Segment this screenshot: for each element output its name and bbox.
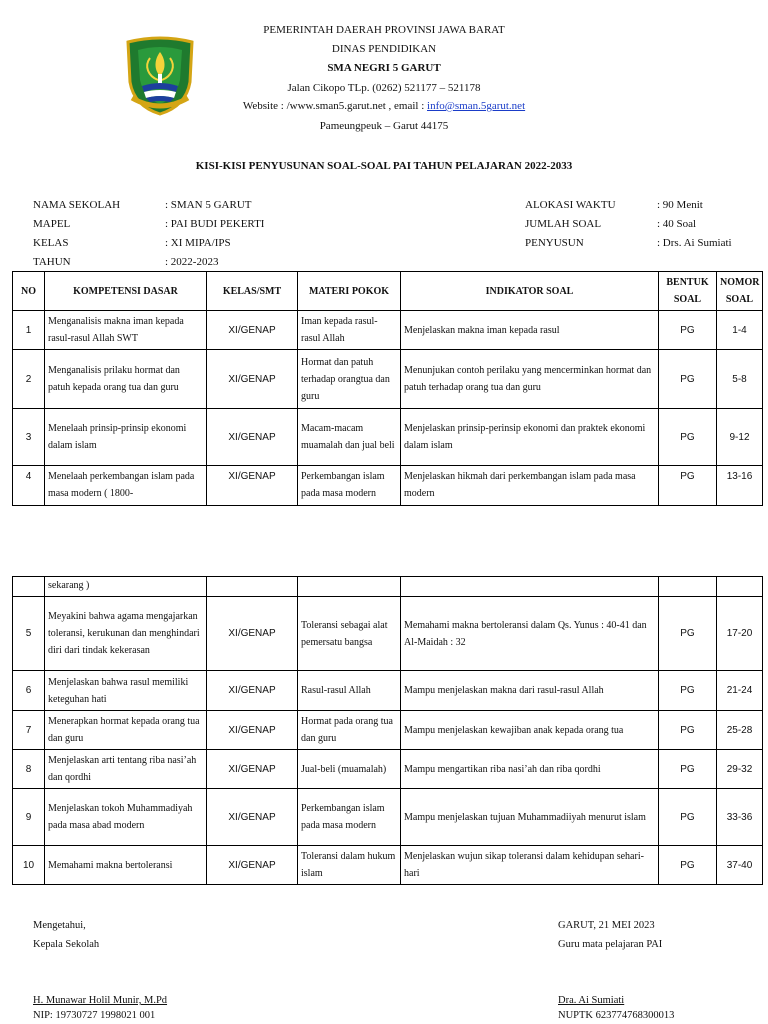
cell-kompetensi: Meyakini bahwa agama mengajarkan toleransi, kerukunan dan menghindari diri dari tindak kekerasan bbox=[45, 597, 207, 671]
cell-kompetensi-continuation: sekarang ) bbox=[45, 577, 207, 597]
info-label-school: NAMA SEKOLAH bbox=[33, 199, 121, 211]
cell-kelas bbox=[207, 577, 298, 597]
cell-bentuk: PG bbox=[659, 409, 717, 466]
header-department: DINAS PENDIDIKAN bbox=[331, 43, 437, 55]
cell-materi: Perkembangan islam pada masa modern bbox=[298, 789, 401, 846]
signature-left-acknowledged: Mengetahui, bbox=[33, 920, 86, 931]
cell-materi: Jual-beli (muamalah) bbox=[298, 750, 401, 789]
cell-nomor: 25-28 bbox=[717, 711, 763, 750]
col-header-bentuk: BENTUK SOAL bbox=[659, 272, 717, 311]
info-value-mapel: : PAI BUDI PEKERTI bbox=[165, 218, 265, 230]
signature-right-nuptk: NUPTK 623774768300013 bbox=[558, 1010, 675, 1021]
cell-no: 7 bbox=[13, 711, 45, 750]
col-header-materi: MATERI POKOK bbox=[298, 272, 401, 311]
cell-bentuk: PG bbox=[659, 466, 717, 506]
signature-right-date: GARUT, 21 MEI 2023 bbox=[558, 920, 655, 931]
info-label-kelas: KELAS bbox=[33, 237, 69, 249]
cell-bentuk: PG bbox=[659, 350, 717, 409]
cell-bentuk: PG bbox=[659, 597, 717, 671]
cell-indikator: Mampu menjelaskan tujuan Muhammadiiyah menurut islam bbox=[401, 789, 659, 846]
cell-kelas: XI/GENAP bbox=[207, 409, 298, 466]
cell-materi: Iman kepada rasul-rasul Allah bbox=[298, 311, 401, 350]
cell-kelas: XI/GENAP bbox=[207, 789, 298, 846]
table-row-continuation bbox=[13, 577, 763, 597]
header-website-line bbox=[0, 99, 768, 113]
cell-indikator bbox=[401, 577, 659, 597]
info-value-jumlah: : 40 Soal bbox=[657, 218, 697, 230]
cell-indikator: Menjelaskan wujun sikap toleransi dalam kehidupan sehari-hari bbox=[401, 846, 659, 885]
cell-bentuk bbox=[659, 577, 717, 597]
info-value-school: : SMAN 5 GARUT bbox=[165, 199, 252, 211]
cell-materi: Toleransi sebagai alat pemersatu bangsa bbox=[298, 597, 401, 671]
header-address-phone: Jalan Cikopo TLp. (0262) 521177 – 521178 bbox=[287, 82, 481, 94]
signature-left-title: Kepala Sekolah bbox=[33, 939, 100, 950]
cell-materi: Hormat dan patuh terhadap orangtua dan guru bbox=[298, 350, 401, 409]
info-value-tahun: : 2022-2023 bbox=[165, 256, 219, 268]
signature-left-name: H. Munawar Holil Munir, M.Pd bbox=[33, 995, 168, 1006]
cell-bentuk: PG bbox=[659, 311, 717, 350]
info-value-alokasi: : 90 Menit bbox=[657, 199, 703, 211]
cell-no: 4 bbox=[13, 466, 45, 506]
cell-nomor: 33-36 bbox=[717, 789, 763, 846]
cell-nomor: 9-12 bbox=[717, 409, 763, 466]
cell-materi: Rasul-rasul Allah bbox=[298, 671, 401, 711]
cell-bentuk: PG bbox=[659, 750, 717, 789]
cell-bentuk: PG bbox=[659, 789, 717, 846]
table-row bbox=[13, 466, 763, 506]
table-row bbox=[13, 350, 763, 409]
cell-kompetensi: Menganalisis prilaku hormat dan patuh kepada orang tua dan guru bbox=[45, 350, 207, 409]
signature-right-name: Dra. Ai Sumiati bbox=[558, 995, 625, 1006]
col-header-no: NO bbox=[13, 272, 45, 311]
cell-no: 8 bbox=[13, 750, 45, 789]
cell-materi: Macam-macam muamalah dan jual beli bbox=[298, 409, 401, 466]
info-value-kelas: : XI MIPA/IPS bbox=[165, 237, 231, 249]
cell-kelas: XI/GENAP bbox=[207, 671, 298, 711]
table-row bbox=[13, 671, 763, 711]
cell-bentuk: PG bbox=[659, 671, 717, 711]
cell-kompetensi: Menelaah perkembangan islam pada masa modern ( 1800- bbox=[45, 466, 207, 506]
cell-nomor: 21-24 bbox=[717, 671, 763, 711]
cell-kompetensi: Menjelaskan bahwa rasul memiliki keteguhan hati bbox=[45, 671, 207, 711]
cell-nomor bbox=[717, 577, 763, 597]
website-text: Website : /www.sman5.garut.net , email : bbox=[242, 100, 428, 112]
cell-no: 1 bbox=[13, 311, 45, 350]
table-row bbox=[13, 846, 763, 885]
cell-kompetensi: Memahami makna bertoleransi bbox=[45, 846, 207, 885]
cell-kelas: XI/GENAP bbox=[207, 350, 298, 409]
cell-indikator: Mampu menjelaskan makna dari rasul-rasul Allah bbox=[401, 671, 659, 711]
info-label-tahun: TAHUN bbox=[33, 256, 71, 268]
col-header-kompetensi: KOMPETENSI DASAR bbox=[45, 272, 207, 311]
cell-bentuk: PG bbox=[659, 846, 717, 885]
table-row bbox=[13, 597, 763, 671]
cell-indikator: Mampu mengartikan riba nasi’ah dan riba qordhi bbox=[401, 750, 659, 789]
col-header-indikator: INDIKATOR SOAL bbox=[401, 272, 659, 311]
table-row bbox=[13, 311, 763, 350]
cell-kelas: XI/GENAP bbox=[207, 597, 298, 671]
cell-indikator: Memahami makna bertoleransi dalam Qs. Yunus : 40-41 dan Al-Maidah : 32 bbox=[401, 597, 659, 671]
cell-no: 2 bbox=[13, 350, 45, 409]
cell-materi: Toleransi dalam hukum islam bbox=[298, 846, 401, 885]
signature-right-title: Guru mata pelajaran PAI bbox=[558, 939, 663, 950]
cell-indikator: Menjelaskan hikmah dari perkembangan islam pada masa modern bbox=[401, 466, 659, 506]
signature-left-nip: NIP: 19730727 1998021 001 bbox=[33, 1010, 156, 1021]
cell-kompetensi: Menganalisis makna iman kepada rasul-rasul Allah SWT bbox=[45, 311, 207, 350]
cell-kompetensi: Menerapkan hormat kepada orang tua dan guru bbox=[45, 711, 207, 750]
cell-materi: Hormat pada orang tua dan guru bbox=[298, 711, 401, 750]
table-row bbox=[13, 409, 763, 466]
email-link[interactable]: info@sman.5garut.net bbox=[427, 100, 526, 112]
cell-indikator: Mampu menjelaskan kewajiban anak kepada orang tua bbox=[401, 711, 659, 750]
header-school-name: SMA NEGRI 5 GARUT bbox=[327, 62, 441, 74]
cell-bentuk: PG bbox=[659, 711, 717, 750]
cell-kompetensi: Menelaah prinsip-prinsip ekonomi dalam islam bbox=[45, 409, 207, 466]
cell-kelas: XI/GENAP bbox=[207, 311, 298, 350]
info-label-mapel: MAPEL bbox=[33, 218, 71, 230]
table-row bbox=[13, 789, 763, 846]
cell-no: 5 bbox=[13, 597, 45, 671]
cell-no: 3 bbox=[13, 409, 45, 466]
info-label-penyusun: PENYUSUN bbox=[525, 237, 584, 249]
cell-indikator: Menjelaskan makna iman kepada rasul bbox=[401, 311, 659, 350]
cell-kompetensi: Menjelaskan tokoh Muhammadiyah pada masa abad modern bbox=[45, 789, 207, 846]
cell-nomor: 37-40 bbox=[717, 846, 763, 885]
cell-kelas: XI/GENAP bbox=[207, 846, 298, 885]
table-header-row bbox=[13, 272, 763, 311]
cell-no bbox=[13, 577, 45, 597]
cell-nomor: 5-8 bbox=[717, 350, 763, 409]
cell-nomor: 29-32 bbox=[717, 750, 763, 789]
cell-kelas: XI/GENAP bbox=[207, 711, 298, 750]
cell-nomor: 1-4 bbox=[717, 311, 763, 350]
kisi-kisi-table-part2 bbox=[12, 576, 763, 885]
cell-no: 10 bbox=[13, 846, 45, 885]
table-row bbox=[13, 711, 763, 750]
info-value-penyusun: : Drs. Ai Sumiati bbox=[657, 237, 732, 249]
cell-indikator: Menjelaskan prinsip-perinsip ekonomi dan praktek ekonomi dalam islam bbox=[401, 409, 659, 466]
cell-materi: Perkembangan islam pada masa modern bbox=[298, 466, 401, 506]
header-address-city: Pameungpeuk – Garut 44175 bbox=[319, 120, 449, 132]
cell-kelas: XI/GENAP bbox=[207, 750, 298, 789]
col-header-nomor: NOMOR SOAL bbox=[717, 272, 763, 311]
header-government: PEMERINTAH DAERAH PROVINSI JAWA BARAT bbox=[263, 24, 505, 36]
cell-materi bbox=[298, 577, 401, 597]
cell-indikator: Menunjukan contoh perilaku yang mencerminkan hormat dan patuh terhadap orang tua dan guru bbox=[401, 350, 659, 409]
cell-no: 6 bbox=[13, 671, 45, 711]
cell-no: 9 bbox=[13, 789, 45, 846]
cell-kompetensi: Menjelaskan arti tentang riba nasi’ah dan qordhi bbox=[45, 750, 207, 789]
document-title: KISI-KISI PENYUSUNAN SOAL-SOAL PAI TAHUN PELAJARAN 2022-2033 bbox=[195, 160, 573, 172]
info-label-jumlah: JUMLAH SOAL bbox=[525, 218, 602, 230]
table-row bbox=[13, 750, 763, 789]
info-label-alokasi: ALOKASI WAKTU bbox=[525, 199, 616, 211]
col-header-kelas: KELAS/SMT bbox=[207, 272, 298, 311]
cell-nomor: 13-16 bbox=[717, 466, 763, 506]
cell-kelas: XI/GENAP bbox=[207, 466, 298, 506]
kisi-kisi-table-part1 bbox=[12, 271, 763, 506]
cell-nomor: 17-20 bbox=[717, 597, 763, 671]
